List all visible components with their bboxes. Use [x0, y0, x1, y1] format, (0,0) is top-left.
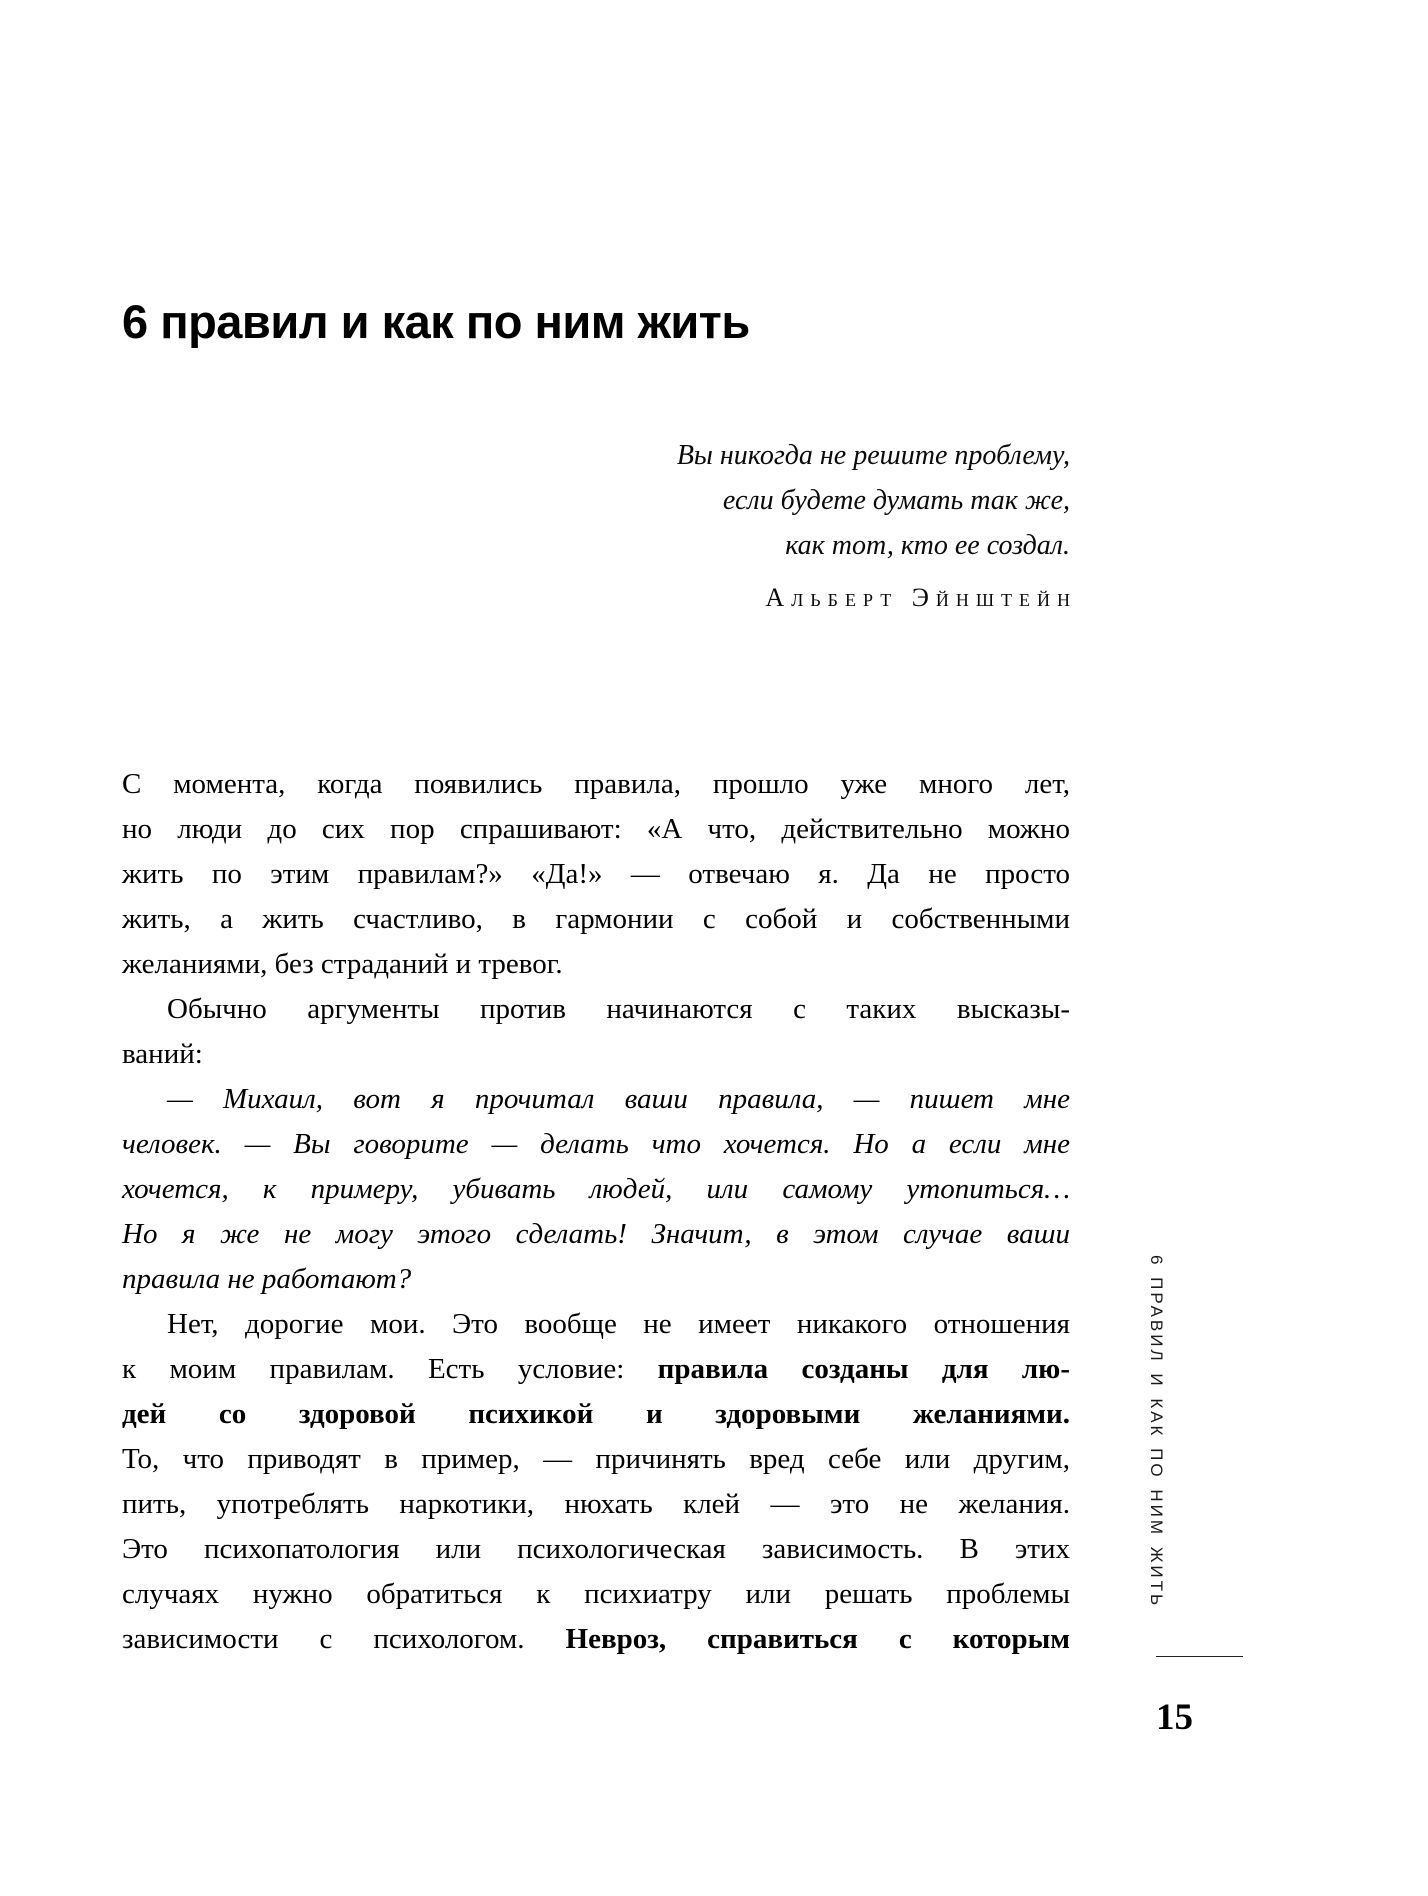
epigraph-author: Альберт Эйнштейн [765, 583, 1077, 612]
body-text-segment: желаниями, без страданий и тревог. [122, 948, 563, 980]
body-text-segment: человек. — Вы говорите — делать что хочется. Но а если мне [122, 1128, 1070, 1160]
body-line [122, 1347, 1070, 1392]
body-text-segment: То, что приводят в пример, — причинять вред себе или другим, [122, 1443, 1070, 1475]
chapter-title: 6 правил и как по ним жить [122, 295, 750, 348]
body-text-bold-segment: Невроз, справиться с которым [565, 1623, 1071, 1655]
body-text-segment: жить, а жить счастливо, в гармонии с собой и собственными [122, 903, 1070, 935]
body-text-segment: правила не работают? [122, 1263, 412, 1295]
body-text-segment: зависимости с психологом. [122, 1623, 566, 1655]
body-text-segment: случаях нужно обратиться к психиатру или решать проблемы [122, 1578, 1070, 1610]
body-text-segment: ваний: [122, 1038, 203, 1070]
body-text-segment: пить, употреблять наркотики, нюхать клей — это не желания. [122, 1488, 1070, 1520]
body-text-segment: хочется, к примеру, убивать людей, или самому утопиться… [122, 1173, 1070, 1205]
body-text-segment: — Михаил, вот я прочитал ваши правила, — пишет мне [167, 1083, 1070, 1115]
margin-vertical-title: 6 ПРАВИЛ И КАК ПО НИМ ЖИТЬ [1147, 1255, 1166, 1609]
body-text-bold-segment: правила созданы для лю- [657, 1353, 1070, 1385]
body-line [122, 762, 1070, 807]
body-text-segment: Нет, дорогие мои. Это вообще не имеет никакого отношения [167, 1308, 1070, 1340]
body-line [122, 1572, 1070, 1617]
body-line [122, 942, 1070, 987]
body-line [122, 1167, 1070, 1212]
body-line [122, 852, 1070, 897]
body-line [122, 807, 1070, 852]
body-text-segment: к моим правилам. Есть условие: [122, 1353, 658, 1385]
body-text-segment: Это психопатология или психологическая зависимость. В этих [122, 1533, 1070, 1565]
body-line [122, 1032, 1070, 1077]
epigraph [430, 433, 1077, 614]
body-line [122, 897, 1070, 942]
body-text-bold-segment: дей со здоровой психикой и здоровыми желаниями. [122, 1398, 1070, 1430]
body-line [122, 1077, 1070, 1122]
body-text-segment: но люди до сих пор спрашивают: «А что, действительно можно [122, 813, 1070, 845]
page-number: 15 [1156, 1697, 1193, 1738]
body-line [122, 1482, 1070, 1527]
body-text [122, 762, 1070, 1662]
body-text-segment: жить по этим правилам?» «Да!» — отвечаю я. Да не просто [122, 858, 1070, 890]
body-line [122, 1212, 1070, 1257]
body-line [122, 1122, 1070, 1167]
epigraph-lines [430, 433, 1070, 568]
body-text-segment: С момента, когда появились правила, прошло уже много лет, [122, 768, 1070, 800]
body-line [122, 1527, 1070, 1572]
body-line [122, 1437, 1070, 1482]
body-line [122, 1302, 1070, 1347]
body-text-segment: Обычно аргументы против начинаются с таких высказы- [167, 993, 1070, 1025]
body-line [122, 1392, 1070, 1437]
margin-rule [1156, 1656, 1243, 1657]
epigraph-line: как тот, кто ее создал. [785, 530, 1070, 561]
epigraph-line: если будете думать так же, [722, 485, 1070, 516]
body-text-segment: Но я же не могу этого сделать! Значит, в этом случае ваши [122, 1218, 1070, 1250]
body-line [122, 1257, 1070, 1302]
epigraph-line: Вы никогда не решите проблему, [676, 440, 1070, 471]
body-line [122, 987, 1070, 1032]
body-line [122, 1617, 1070, 1662]
